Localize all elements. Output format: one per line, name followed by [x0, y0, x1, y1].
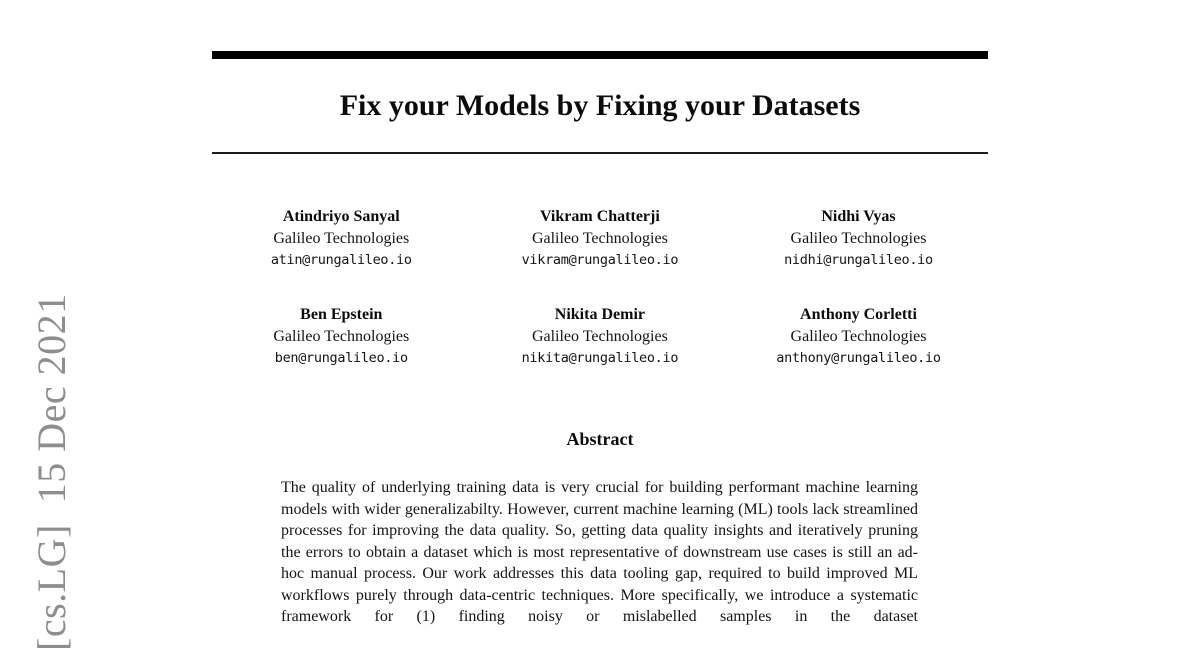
author-email: nidhi@rungalileo.io — [784, 252, 933, 268]
author-name: Anthony Corletti — [800, 306, 917, 323]
author-name: Vikram Chatterji — [539, 208, 660, 225]
paper-title: Fix your Models by Fixing your Datasets — [339, 89, 861, 122]
paper-content-column — [212, 0, 988, 648]
author-affiliation: Galileo Technologies — [531, 230, 668, 247]
title-bottom-rule — [212, 152, 988, 154]
author-email: nikita@rungalileo.io — [521, 350, 679, 366]
author-block — [471, 206, 730, 271]
author-row-1 — [212, 206, 988, 271]
author-email: ben@rungalileo.io — [274, 350, 408, 366]
author-name: Nikita Demir — [554, 306, 645, 323]
author-affiliation: Galileo Technologies — [531, 328, 668, 345]
arxiv-category-date-stamp: [cs.LG] 15 Dec 2021 — [29, 293, 74, 651]
author-affiliation: Galileo Technologies — [790, 328, 927, 345]
author-block — [729, 304, 988, 369]
author-block — [471, 304, 730, 369]
author-block — [729, 206, 988, 271]
author-block — [212, 206, 471, 271]
author-email: anthony@rungalileo.io — [776, 350, 941, 366]
author-affiliation: Galileo Technologies — [273, 230, 410, 247]
author-name: Ben Epstein — [300, 306, 383, 323]
abstract-heading: Abstract — [566, 429, 634, 449]
top-thick-rule — [212, 51, 988, 59]
author-affiliation: Galileo Technologies — [273, 328, 410, 345]
author-name: Atindriyo Sanyal — [282, 208, 400, 225]
author-email: vikram@rungalileo.io — [521, 252, 679, 268]
author-affiliation: Galileo Technologies — [790, 230, 927, 247]
author-row-2 — [212, 304, 988, 369]
author-email: atin@rungalileo.io — [270, 252, 412, 268]
author-name: Nidhi Vyas — [821, 208, 896, 225]
abstract-paragraph: The quality of underlying training data is very crucial for building performant machine learning models with wider generalizabilty. However, current machine learning (ML) tools lack streamlined processes for improving the data quality. So, getting data quality insights and iteratively pruning the errors to obtain a dataset which is most representative of downstream use cases is still an ad-hoc manual process. Our work addresses this data tooling gap, required to build improved ML workflows purely through data-centric techniques. More specifically, we introduce a systematic framework for (1) finding noisy or mislabelled samples in the dataset — [281, 479, 918, 625]
author-block — [212, 304, 471, 369]
